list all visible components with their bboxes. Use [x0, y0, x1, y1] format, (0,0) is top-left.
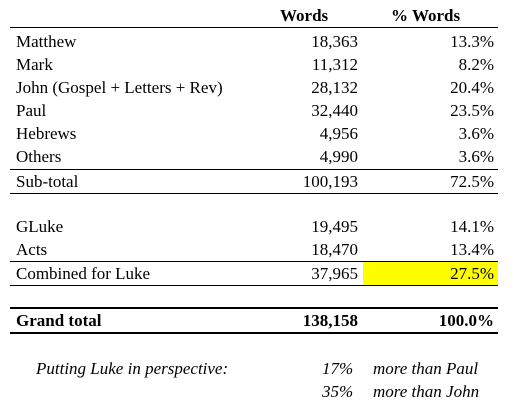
subtotal-row [10, 170, 498, 193]
combined-bottom-rule [10, 285, 498, 286]
perspective-text: more than John [373, 382, 480, 401]
combined-label: Combined for Luke [16, 264, 151, 283]
row-pct: 3.6% [458, 124, 494, 143]
row-label: Paul [16, 101, 47, 120]
table-row [10, 30, 498, 53]
row-pct: 13.4% [450, 240, 494, 259]
table-row [10, 145, 498, 168]
row-label: Others [16, 147, 62, 166]
row-pct: 8.2% [458, 55, 494, 74]
perspective-label: Putting Luke in perspective: [36, 359, 229, 378]
header-rule [10, 27, 498, 28]
row-words: 28,132 [311, 78, 358, 97]
pct-words-column-header: % Words [391, 6, 461, 25]
row-words: 4,990 [319, 147, 358, 166]
row-label: Mark [16, 55, 53, 74]
row-label: Matthew [16, 32, 77, 51]
row-label: GLuke [16, 217, 64, 236]
table-row [10, 76, 498, 99]
table-row [10, 122, 498, 145]
combined-row [10, 262, 498, 285]
grand-total-bottom-rule [10, 332, 498, 334]
row-pct: 23.5% [450, 101, 494, 120]
table-row [10, 238, 498, 261]
row-words: 18,470 [311, 240, 358, 259]
table-row [10, 215, 498, 238]
grand-total-row [10, 309, 498, 332]
grand-total-words: 138,158 [302, 311, 358, 330]
combined-words: 37,965 [311, 264, 358, 283]
row-words: 11,312 [311, 55, 358, 74]
row-label: John (Gospel + Letters + Rev) [16, 78, 223, 97]
perspective-pct: 17% [322, 359, 354, 378]
subtotal-bottom-rule [10, 193, 498, 194]
grand-total-pct: 100.0% [438, 311, 494, 330]
words-column-header: Words [280, 6, 329, 25]
combined-pct: 27.5% [450, 264, 494, 283]
row-words: 19,495 [311, 217, 358, 236]
subtotal-words: 100,193 [302, 172, 358, 191]
table-row [10, 99, 498, 122]
row-pct: 20.4% [450, 78, 494, 97]
row-pct: 3.6% [458, 147, 494, 166]
row-words: 18,363 [311, 32, 358, 51]
subtotal-pct: 72.5% [450, 172, 494, 191]
perspective-pct: 35% [322, 382, 354, 401]
row-pct: 13.3% [450, 32, 494, 51]
subtotal-label: Sub-total [16, 172, 79, 191]
table-row [10, 53, 498, 76]
perspective-text: more than Paul [373, 359, 479, 378]
row-label: Acts [16, 240, 48, 259]
row-words: 4,956 [319, 124, 358, 143]
grand-total-label: Grand total [16, 311, 102, 330]
row-pct: 14.1% [450, 217, 494, 236]
row-label: Hebrews [16, 124, 77, 143]
row-words: 32,440 [311, 101, 358, 120]
